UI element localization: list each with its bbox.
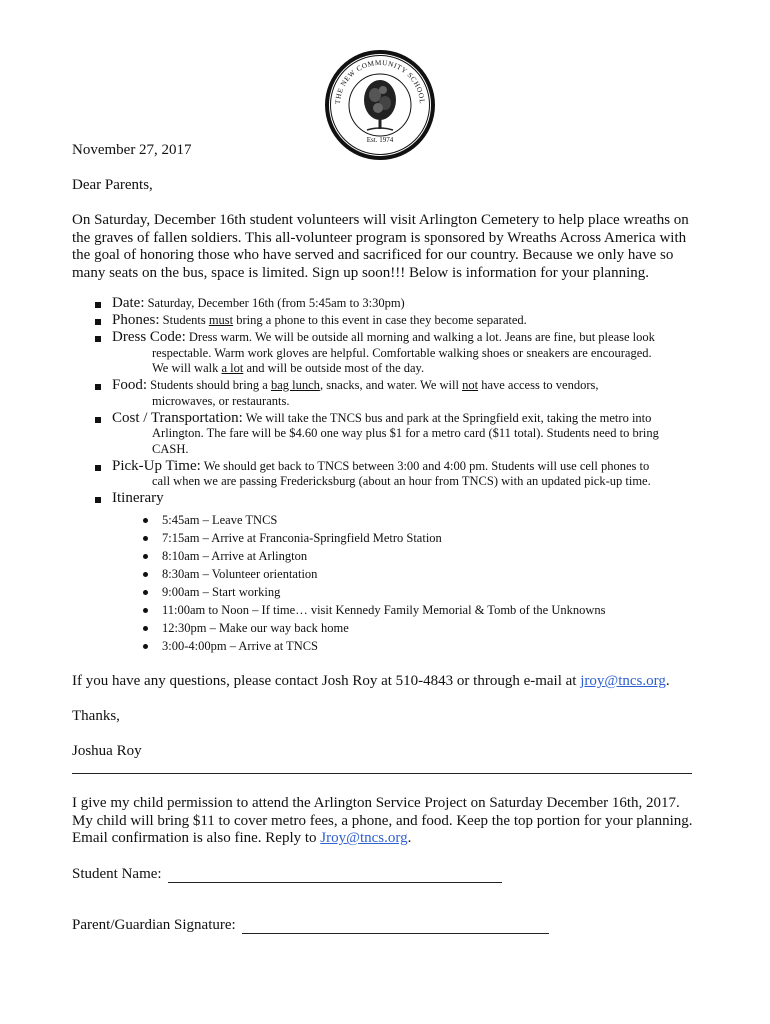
contact-email-link[interactable]: jroy@tncs.org [580, 673, 666, 689]
food-text-mid: , snacks, and water. We will [319, 378, 459, 392]
itinerary-item: 12:30pm – Make our way back home [140, 619, 710, 637]
food-text: Students should bring a [150, 378, 268, 392]
student-name-label: Student Name: [72, 866, 162, 882]
list-item-food [90, 378, 710, 409]
food-label: Food: [112, 377, 148, 393]
dress-text-cont2: We will walk a lot and will be outside most of the day. [152, 361, 425, 375]
list-item-cost [90, 411, 710, 458]
phones-text: Students [162, 313, 206, 327]
itinerary-item: 9:00am – Start working [140, 583, 710, 601]
date-text: Saturday, December 16th (from 5:45am to 3:30pm) [147, 296, 405, 310]
food-text-end: have access to vendors, [481, 378, 599, 392]
food-text-cont: microwaves, or restaurants. [152, 393, 290, 408]
itinerary-item: 3:00-4:00pm – Arrive at TNCS [140, 637, 710, 655]
divider-line [72, 773, 692, 774]
cost-text-cont: Arlington. The fare will be $4.60 one way plus $1 for a metro card ($11 total). Students need to bring [152, 426, 659, 440]
itinerary-item: 8:30am – Volunteer orientation [140, 565, 710, 583]
parent-signature-field [72, 917, 549, 934]
date-label: Date: [112, 295, 145, 311]
pickup-text-cont: call when we are passing Fredericksburg (about an hour from TNCS) with an updated pick-up time. [152, 474, 651, 488]
list-item-phones [90, 313, 710, 329]
intro-paragraph: On Saturday, December 16th student volunteers will visit Arlington Cemetery to help place wreaths on the graves of fallen soldiers. This all-volunteer program is sponsored by Wreaths Across America with the goal of honoring those who have served and sacrificed for our country. Because we only have so many seats on the bus, space is limited. Sign up soon!!! Below is information for your planning. [72, 212, 689, 281]
list-item-itinerary [90, 491, 710, 655]
dress-label: Dress Code: [112, 329, 186, 345]
dress-text-cont: respectable. Warm work gloves are helpful. Comfortable walking shoes or sneakers are encouraged. [152, 345, 652, 360]
permission-paragraph: I give my child permission to attend the Arlington Service Project on Saturday December 16th, 2017. My child will bring $11 to cover metro fees, a phone, and food. Keep the top portion for your planning. Email confirmation is also fine. Reply to Jroy@tncs.org. [72, 795, 693, 847]
pickup-text: We should get back to TNCS between 3:00 and 4:00 pm. Students will use cell phones to [203, 458, 650, 473]
greeting: Dear Parents, [72, 177, 153, 193]
cost-label: Cost / Transportation: [112, 409, 243, 426]
letter-date: November 27, 2017 [72, 142, 192, 158]
phones-emphasis: must [208, 313, 234, 327]
food-emphasis-1: bag lunch [270, 378, 320, 392]
closing-thanks: Thanks, [72, 708, 120, 724]
itinerary-item: 11:00am to Noon – If time… visit Kennedy Family Memorial & Tomb of the Unknowns [140, 601, 710, 619]
parent-signature-line[interactable] [242, 919, 549, 934]
cost-text: We will take the TNCS bus and park at the Springfield exit, taking the metro into [245, 410, 652, 425]
food-emphasis-2: not [462, 378, 479, 392]
student-name-line[interactable] [168, 868, 502, 883]
questions-text: If you have any questions, please contact Josh Roy at 510-4843 or through e-mail at [72, 673, 577, 689]
itinerary-label: Itinerary [112, 490, 164, 506]
list-item-dress-code [90, 330, 710, 377]
list-item-date [90, 296, 710, 312]
signature-name: Joshua Roy [72, 743, 142, 759]
svg-text:THE NEW COMMUNITY SCHOOL: THE NEW COMMUNITY SCHOOL [333, 58, 427, 105]
pickup-label: Pick-Up Time: [112, 457, 201, 474]
questions-paragraph: If you have any questions, please contact Josh Roy at 510-4843 or through e-mail at jroy@tncs.org. [72, 673, 670, 689]
student-name-field [72, 866, 502, 883]
permission-text: I give my child permission to attend the Arlington Service Project on Saturday December 16th, 2017. My child will bring $11 to cover metro fees, a phone, and food. Keep the top portion for your planning. Email confirmation is also fine. Reply to [72, 795, 693, 847]
itinerary-item: 5:45am – Leave TNCS [140, 511, 710, 529]
parent-signature-label: Parent/Guardian Signature: [72, 917, 236, 933]
itinerary-item: 8:10am – Arrive at Arlington [140, 547, 710, 565]
phones-text-end: bring a phone to this event in case they become separated. [236, 313, 527, 327]
seal-est-text: Est. 1974 [366, 136, 394, 144]
cost-text-cont2: CASH. [152, 441, 189, 456]
itinerary-list [112, 511, 710, 655]
dress-text: Dress warm. We will be outside all morning and walking a lot. Jeans are fine, but please look [188, 330, 655, 344]
list-item-pickup [90, 459, 710, 490]
info-list [90, 296, 710, 656]
school-seal-logo [323, 48, 437, 162]
phones-label: Phones: [112, 312, 160, 328]
itinerary-item: 7:15am – Arrive at Franconia-Springfield Metro Station [140, 529, 710, 547]
reply-email-link[interactable]: Jroy@tncs.org [320, 830, 408, 847]
